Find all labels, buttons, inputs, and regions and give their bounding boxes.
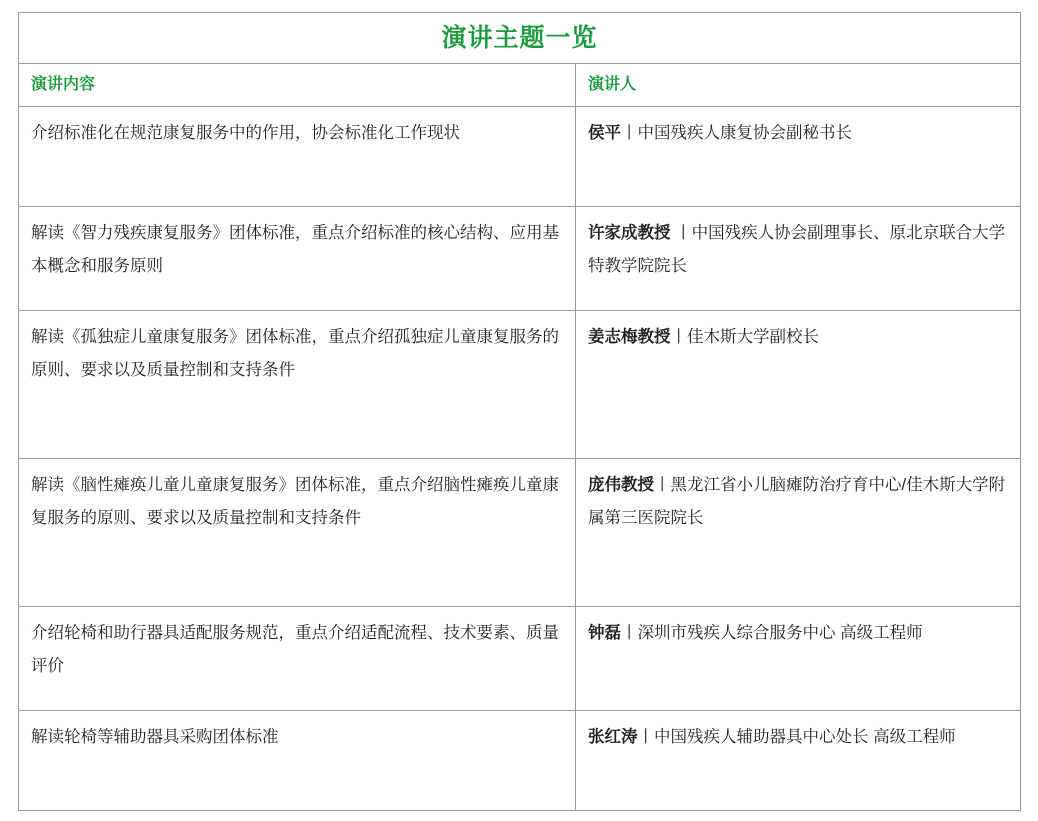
row-speaker [576, 107, 1021, 207]
speaker-title: 深圳市残疾人综合服务中心 高级工程师 [637, 624, 923, 643]
speaker-name: 钟磊 [588, 624, 621, 643]
row-speaker [576, 607, 1021, 711]
table-row [19, 311, 1021, 459]
speaker-separator: 丨 [670, 224, 692, 243]
speaker-title: 中国残疾人协会副理事长、原北京联合大学特教学院院长 [588, 224, 1006, 275]
row-content: 解读《脑性瘫痪儿童儿童康复服务》团体标准，重点介绍脑性瘫痪儿童康复服务的原则、要求以及质量控制和支持条件 [19, 459, 576, 607]
speaker-separator: 丨 [621, 624, 638, 643]
table-row [19, 607, 1021, 711]
row-content: 解读轮椅等辅助器具采购团体标准 [19, 711, 576, 811]
speaker-title: 佳木斯大学副校长 [687, 328, 819, 347]
column-header-speaker: 演讲人 [576, 64, 1021, 107]
table-row [19, 459, 1021, 607]
table-row [19, 711, 1021, 811]
row-content: 介绍标准化在规范康复服务中的作用，协会标准化工作现状 [19, 107, 576, 207]
speaker-title: 中国残疾人康复协会副秘书长 [637, 124, 852, 143]
speaker-separator: 丨 [637, 728, 654, 747]
speaker-separator: 丨 [670, 328, 687, 347]
column-header-content: 演讲内容 [19, 64, 576, 107]
speaker-separator: 丨 [654, 476, 671, 495]
row-content: 解读《孤独症儿童康复服务》团体标准，重点介绍孤独症儿童康复服务的原则、要求以及质量控制和支持条件 [19, 311, 576, 459]
speaker-title: 中国残疾人辅助器具中心处长 高级工程师 [654, 728, 956, 747]
table-title-row [19, 13, 1021, 64]
table-title: 演讲主题一览 [19, 13, 1021, 64]
row-content: 介绍轮椅和助行器具适配服务规范，重点介绍适配流程、技术要素、质量评价 [19, 607, 576, 711]
row-content: 解读《智力残疾康复服务》团体标准，重点介绍标准的核心结构、应用基本概念和服务原则 [19, 207, 576, 311]
row-speaker [576, 311, 1021, 459]
speaker-separator: 丨 [621, 124, 638, 143]
speaker-title: 黑龙江省小儿脑瘫防治疗育中心/佳木斯大学附属第三医院院长 [588, 476, 1006, 527]
row-speaker [576, 459, 1021, 607]
row-speaker [576, 207, 1021, 311]
row-speaker [576, 711, 1021, 811]
speaking-topics-table [18, 12, 1021, 811]
speaker-name: 张红涛 [588, 728, 638, 747]
speaker-name: 姜志梅教授 [588, 328, 671, 347]
speaker-name: 许家成教授 [588, 224, 671, 243]
speaker-name: 庞伟教授 [588, 476, 654, 495]
speaker-name: 侯平 [588, 124, 621, 143]
table-row [19, 107, 1021, 207]
table-header-row [19, 64, 1021, 107]
table-row [19, 207, 1021, 311]
